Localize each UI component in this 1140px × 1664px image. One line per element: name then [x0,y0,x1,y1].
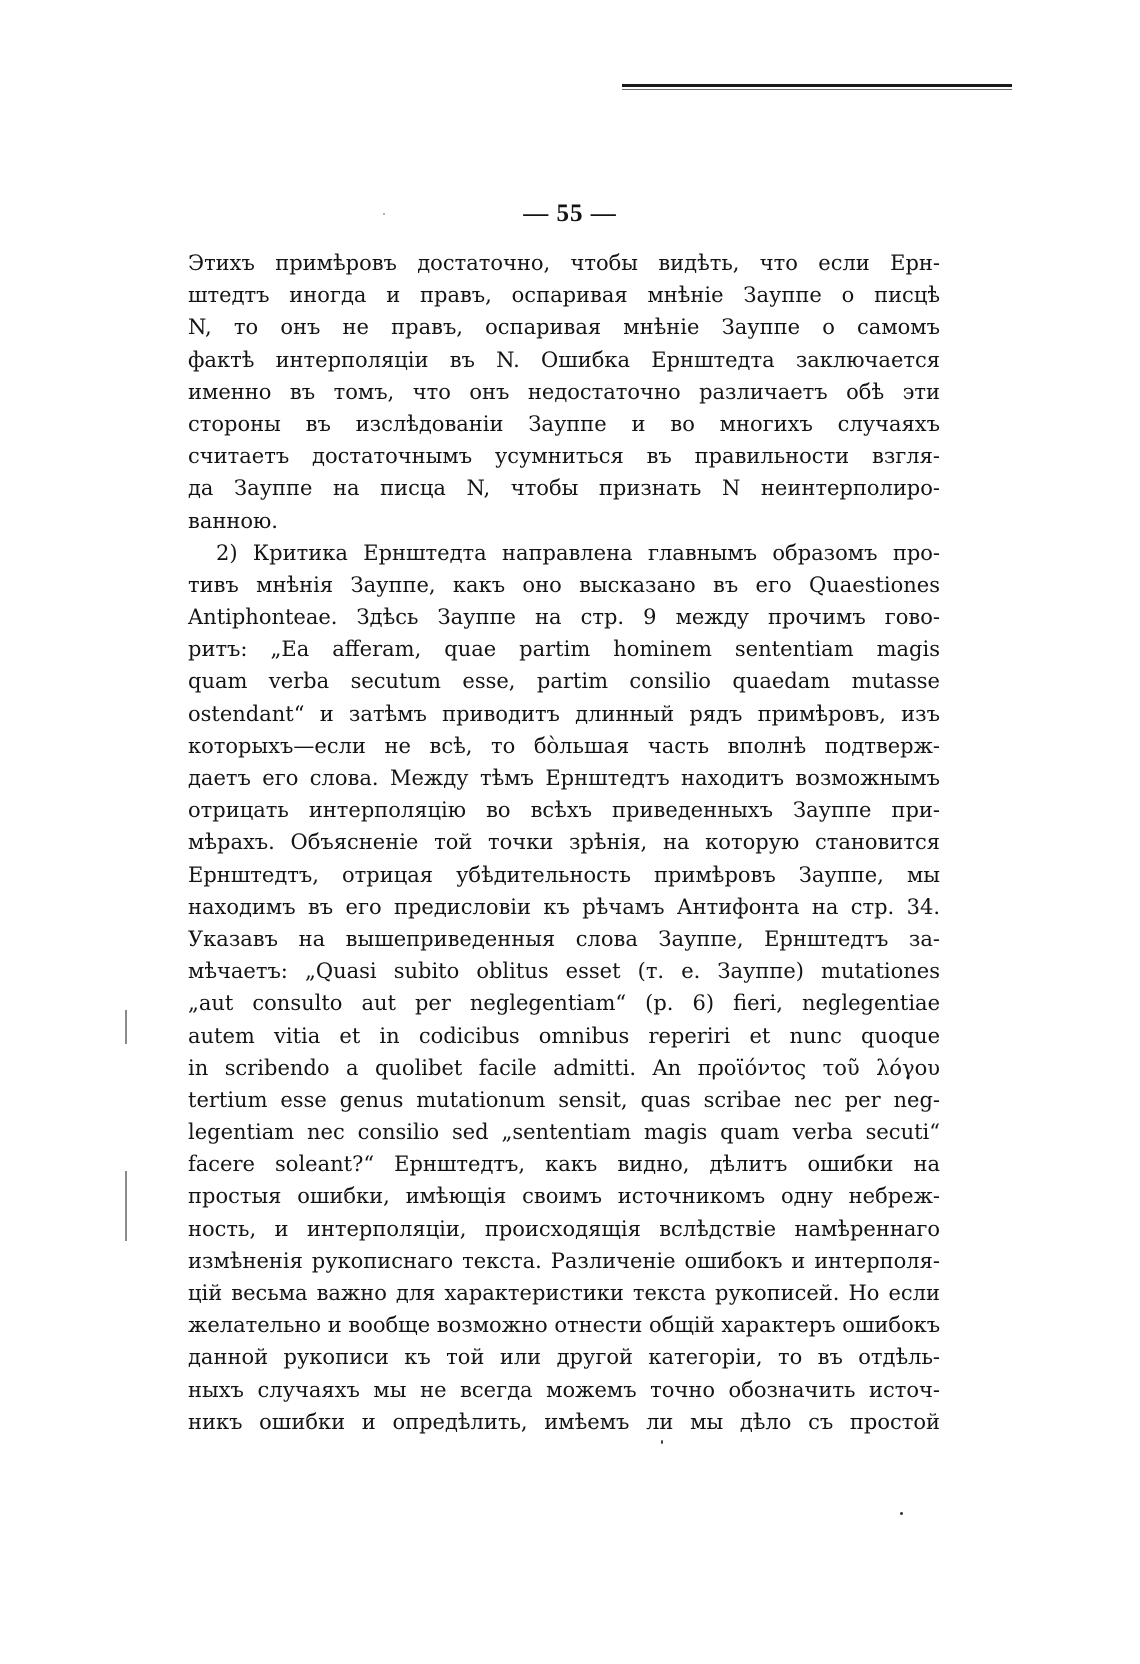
text-line: цій весьма важно для характеристики текста рукописей. Но если [188,1281,940,1305]
text-line: in scribendo a quolibet facile admitti. An προϊόντος τοῦ λόγου [188,1055,940,1080]
text-line: ванною. [188,508,278,533]
text-line: ostendant“ и затѣмъ приводитъ длинный рядъ примѣровъ, изъ [188,701,940,726]
text-line: N, то онъ не правъ, оспаривая мнѣніе Зауппе о самомъ [188,315,940,340]
text-line: ритъ: „Ea afferam, quae partim hominem sententiam magis [188,637,940,662]
text-line: желательно и вообще возможно отнести общій характеръ ошибокъ [188,1313,941,1338]
text-line: даетъ его слова. Между тѣмъ Ернштедтъ находитъ возможнымъ [188,766,940,790]
text-line: quam verba secutum esse, partim consilio quaedam mutasse [188,669,940,694]
text-line: стороны въ изслѣдованіи Зауппе и во многихъ случаяхъ [188,411,940,436]
scan-speck [383,213,385,215]
page-number: — 55 — [523,200,617,227]
margin-mark [125,1010,127,1044]
body-text [188,247,940,1438]
text-line: находимъ въ его предисловіи къ рѣчамъ Антифонта на стр. 34. [188,894,940,919]
top-rule-shadow [622,89,1012,90]
text-line: считаетъ достаточнымъ усумниться въ правильности взгля- [188,444,940,469]
text-line: tertium esse genus mutationum sensit, quas scribae nec per neg- [188,1087,940,1112]
top-rule [622,84,1012,87]
text-line: именно въ томъ, что онъ недостаточно различаетъ обѣ эти [188,379,940,404]
text-line: 2) Критика Ернштедта направлена главнымъ образомъ про- [216,540,940,565]
scan-speck [661,1440,663,1444]
text-line: autem vitia et in codicibus omnibus reperiri et nunc quoque [188,1023,940,1048]
text-line: тивъ мнѣнія Зауппе, какъ оно высказано въ его Quaestiones [188,572,940,597]
text-line: Этихъ примѣровъ достаточно, чтобы видѣть, что если Ерн- [188,251,940,275]
text-line: Antiphonteae. Здѣсь Зауппе на стр. 9 между прочимъ гово- [188,605,940,630]
text-line: данной рукописи къ той или другой категоріи, то въ отдѣль- [188,1345,940,1370]
text-line: ность, и интерполяціи, происходящія вслѣдствіе намѣреннаго [188,1216,940,1241]
text-line: „aut consulto aut per neglegentiam“ (p. 6) fieri, neglegentiae [188,991,940,1016]
text-line: да Зауппе на писца N, чтобы признать N неинтерполиро- [188,476,940,501]
text-line: фактѣ интерполяціи въ N. Ошибка Ернштедта заключается [188,347,940,372]
text-line: Ернштедтъ, отрицая убѣдительность примѣровъ Зауппе, мы [188,862,940,887]
text-line: ныхъ случаяхъ мы не всегда можемъ точно обозначить источ- [188,1377,940,1402]
margin-mark [125,1171,127,1241]
text-line: измѣненія рукописнаго текста. Различеніе ошибокъ и интерполя- [188,1248,940,1273]
scan-speck [900,1512,903,1515]
text-line: которыхъ—если не всѣ, то бо̀льшая часть вполнѣ подтверж- [188,733,940,758]
text-line: legentiam nec consilio sed „sententiam magis quam verba secuti“ [188,1120,940,1145]
text-line: никъ ошибки и опредѣлить, имѣемъ ли мы дѣло съ простой [188,1409,940,1434]
text-line: штедтъ иногда и правъ, оспаривая мнѣніе Зауппе о писцѣ [188,283,940,308]
text-line: мѣчаетъ: „Quasi subito oblitus esset (т. е. Зауппе) mutationes [188,959,940,984]
text-line: мѣрахъ. Объясненіе той точки зрѣнія, на которую становится [188,830,940,855]
text-line: facere soleant?“ Ернштедтъ, какъ видно, дѣлитъ ошибки на [188,1152,940,1177]
text-line: простыя ошибки, имѣющія своимъ источникомъ одну небреж- [188,1184,940,1209]
text-line: Указавъ на вышеприведенныя слова Зауппе, Ернштедтъ за- [188,926,940,951]
text-line: отрицать интерполяцію во всѣхъ приведенныхъ Зауппе при- [188,798,940,823]
